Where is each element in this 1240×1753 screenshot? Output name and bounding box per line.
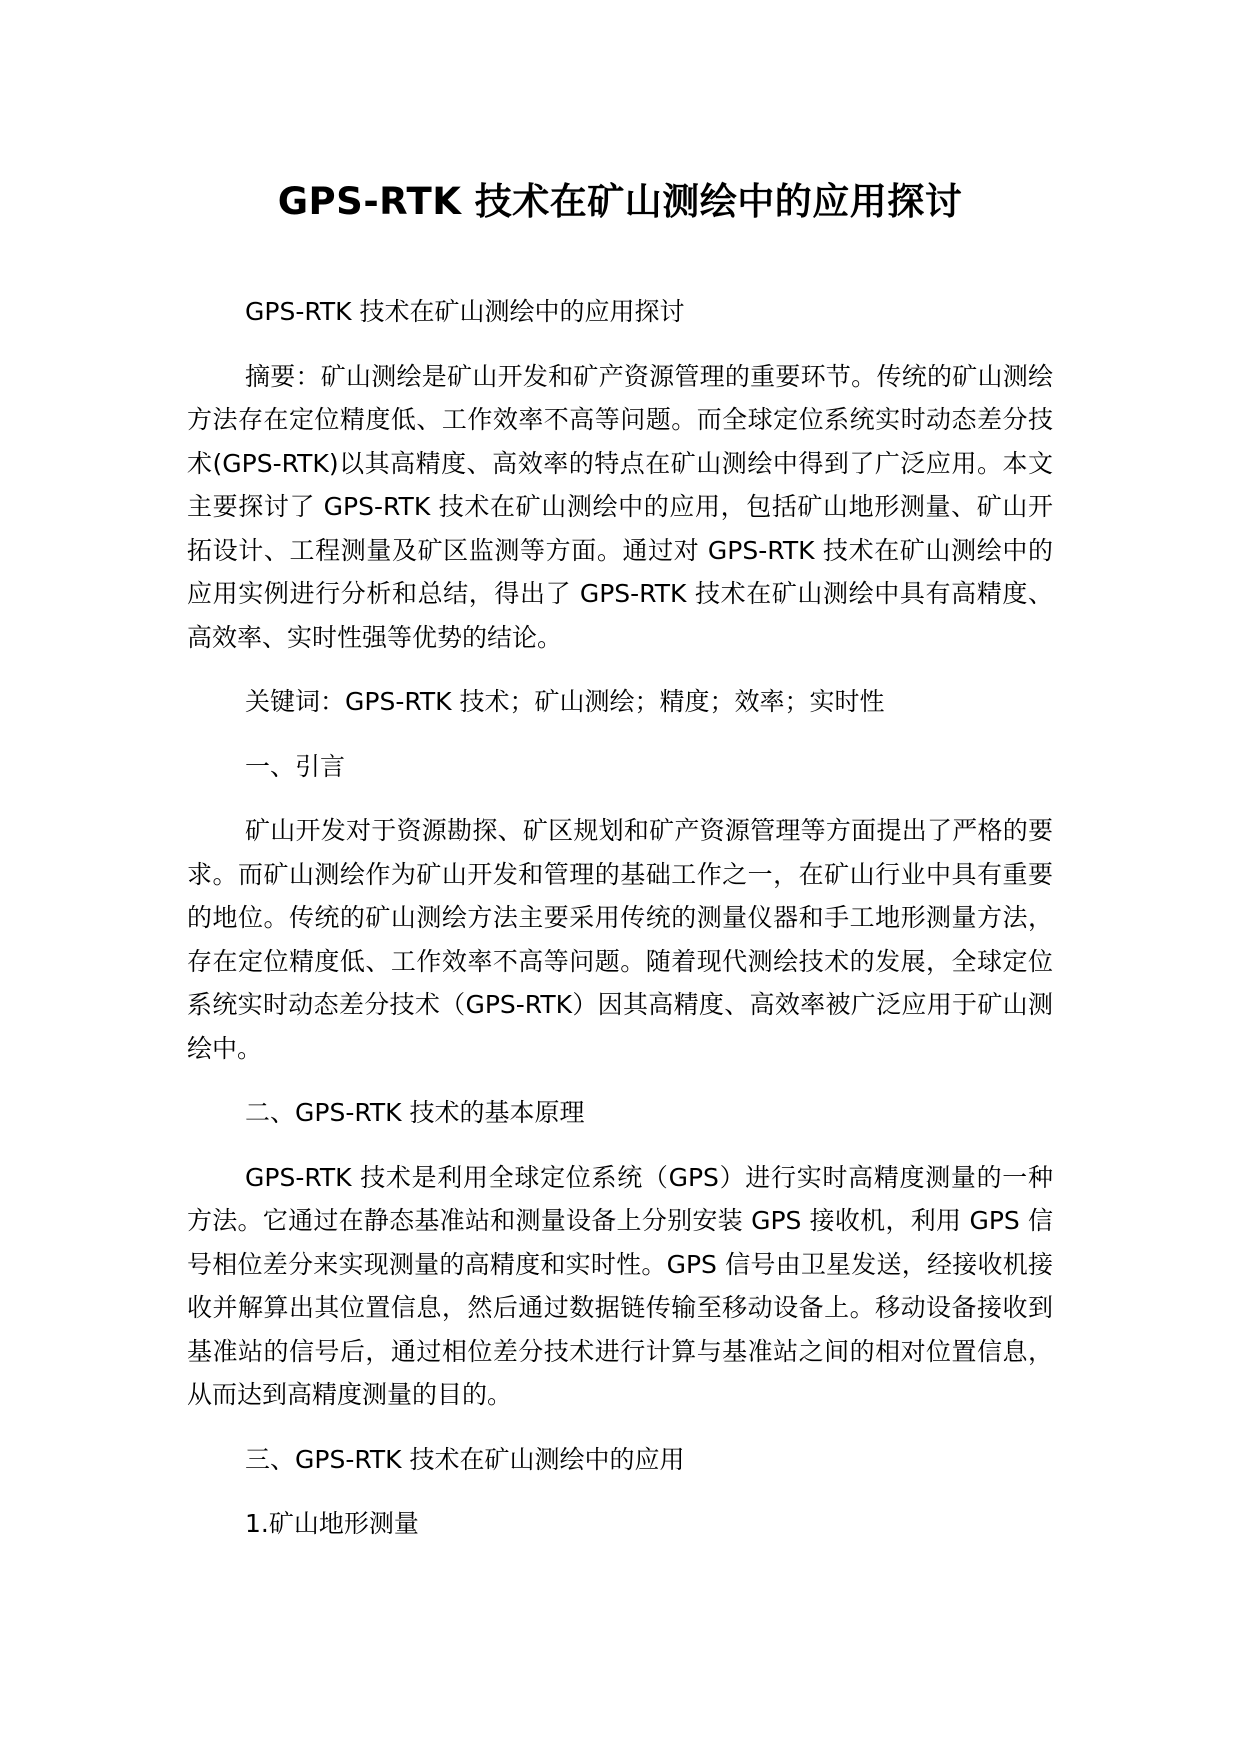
section-heading-principle: 二、GPS-RTK 技术的基本原理 xyxy=(245,1098,585,1127)
introduction-paragraph: 矿山开发对于资源勘探、矿区规划和矿产资源管理等方面提出了严格的要求。而矿山测绘作为矿山开发和管理的基础工作之一，在矿山行业中具有重要的地位。传统的矿山测绘方法主要采用传统的测量仪器和手工地形测量方法，存在定位精度低、工作效率不高等问题。随着现代测绘技术的发展，全球定位系统实时动态差分技术（GPS-RTK）因其高精度、高效率被广泛应用于矿山测绘中。 xyxy=(187,816,1053,1063)
document-body xyxy=(187,290,1053,1567)
document-title: GPS-RTK 技术在矿山测绘中的应用探讨 xyxy=(277,180,963,223)
section-heading-application: 三、GPS-RTK 技术在矿山测绘中的应用 xyxy=(245,1444,685,1474)
principle-paragraph: GPS-RTK 技术是利用全球定位系统（GPS）进行实时高精度测量的一种方法。它通过在静态基准站和测量设备上分别安装 GPS 接收机，利用 GPS 信号相位差分来实现测量的高精度和实时性。GPS 信号由卫星发送，经接收机接收并解算出其位置信息，然后通过数据链传输至移动设备上。移动设备接收到基准站的信号后，通过相位差分技术进行计算与基准站之间的相对位置信息，从而达到高精度测量的目的。 xyxy=(187,1162,1053,1409)
section-heading-introduction: 一、引言 xyxy=(245,751,346,781)
keywords-paragraph: 关键词：GPS-RTK 技术；矿山测绘；精度；效率；实时性 xyxy=(245,687,885,716)
subtitle-paragraph: GPS-RTK 技术在矿山测绘中的应用探讨 xyxy=(245,297,685,326)
subsection-heading-terrain-survey: 1.矿山地形测量 xyxy=(245,1509,419,1538)
abstract-paragraph: 摘要：矿山测绘是矿山开发和矿产资源管理的重要环节。传统的矿山测绘方法存在定位精度低、工作效率不高等问题。而全球定位系统实时动态差分技术(GPS-RTK)以其高精度、高效率的特点在矿山测绘中得到了广泛应用。本文主要探讨了 GPS-RTK 技术在矿山测绘中的应用，包括矿山地形测量、矿山开拓设计、工程测量及矿区监测等方面。通过对 GPS-RTK 技术在矿山测绘中的应用实例进行分析和总结，得出了 GPS-RTK 技术在矿山测绘中具有高精度、高效率、实时性强等优势的结论。 xyxy=(187,361,1053,652)
